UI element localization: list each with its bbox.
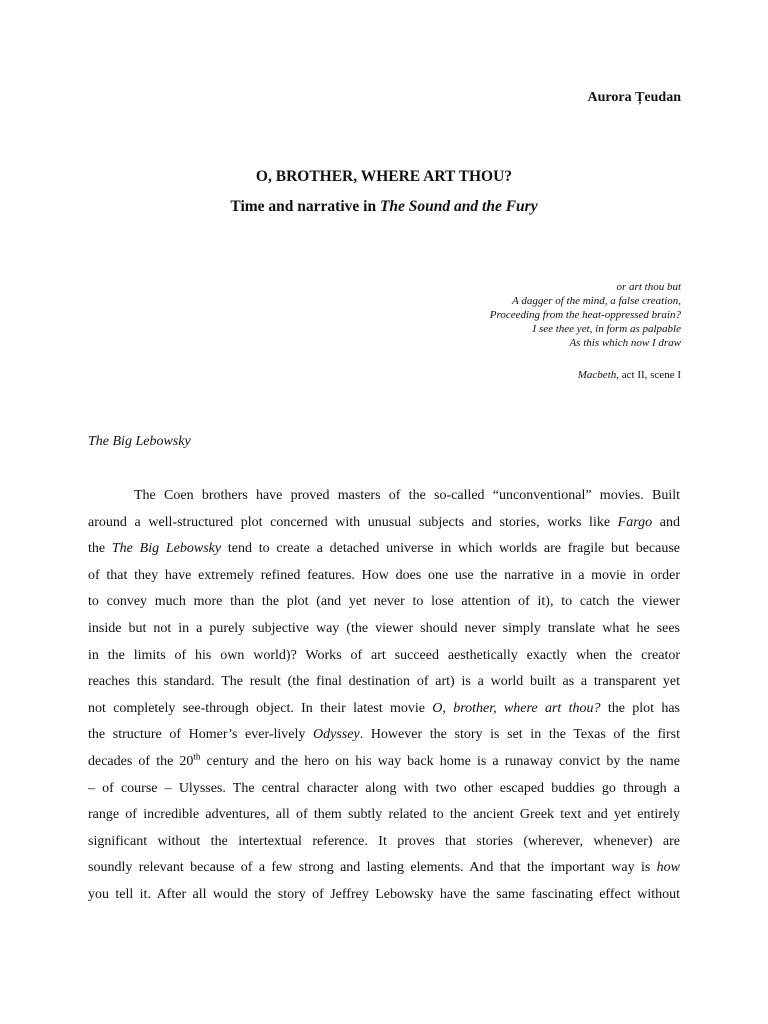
text-run: soundly relevant because of a few strong and lasting elements. And that the important way is: [88, 860, 657, 876]
body-paragraph: [88, 483, 680, 909]
text-run: – of course – Ulysses. The central character along with two other escaped buddies go through a: [88, 780, 680, 796]
text-run: decades of the 20: [88, 753, 194, 769]
paragraph-line-text: [88, 887, 680, 902]
paragraph-line-text: [88, 541, 680, 556]
text-run: . However the story is set in the Texas of the first: [359, 727, 680, 743]
paper-subtitle: [0, 198, 768, 216]
author-name: Aurora Țeudan: [587, 90, 681, 105]
paragraph-line: [88, 696, 680, 723]
paragraph-line: [88, 855, 680, 882]
paragraph-line: [88, 589, 680, 616]
italic-text: O, brother, where art thou?: [432, 700, 601, 716]
epigraph-source-location: , act II, scene I: [616, 369, 681, 381]
epigraph: [490, 280, 681, 350]
text-run: around a well-structured plot concerned with unusual subjects and stories, works like: [88, 514, 618, 530]
epigraph-line: I see thee yet, in form as palpable: [532, 323, 681, 335]
paragraph-line: [88, 643, 680, 670]
text-run: inside but not in a purely subjective way (the viewer should never simply translate what he sees: [88, 620, 680, 636]
italic-text: The Big Lebowsky: [111, 541, 222, 557]
paragraph-line-text: [88, 727, 680, 742]
subtitle-work: The Sound and the Fury: [379, 198, 538, 215]
epigraph-line: or art thou but: [616, 281, 681, 293]
text-run: and: [652, 514, 680, 530]
text-run: in the limits of his own world)? Works of art succeed aesthetically exactly when the creator: [88, 647, 680, 663]
italic-text: Odyssey: [313, 727, 360, 743]
italic-text: Fargo: [617, 514, 653, 530]
paragraph-line-text: [134, 488, 680, 503]
text-run: the plot has: [600, 700, 680, 716]
paragraph-line: [88, 483, 680, 510]
text-run: The Coen brothers have proved masters of the so-called “unconventional” movies. Built: [134, 488, 680, 503]
paragraph-line: [88, 616, 680, 643]
paragraph-line: [88, 510, 680, 537]
paragraph-line-text: [88, 701, 680, 716]
paragraph-line: [88, 563, 680, 590]
paragraph-line: [88, 749, 680, 776]
paragraph-line-text: [88, 648, 680, 663]
text-run: the: [88, 541, 112, 557]
paper-title: O, BROTHER, WHERE ART THOU?: [255, 168, 513, 185]
paragraph-line: [88, 669, 680, 696]
paragraph-line-text: [88, 594, 680, 609]
paragraph-line: [88, 536, 680, 563]
paragraph-line-text: [88, 860, 680, 875]
text-run: of that they have extremely refined features. How does one use the narrative in a movie in order: [88, 567, 680, 583]
paragraph-line-text: [88, 751, 680, 769]
text-run: tend to create a detached universe in which worlds are fragile but because: [221, 541, 680, 557]
paragraph-line: [88, 829, 680, 856]
text-run: reaches this standard. The result (the final destination of art) is a world built as a transparent yet: [88, 674, 680, 690]
section-heading: The Big Lebowsky: [88, 434, 191, 449]
epigraph-line: As this which now I draw: [569, 337, 681, 349]
paragraph-line-text: [88, 621, 680, 636]
paragraph-line-text: [88, 515, 680, 530]
paragraph-line-text: [88, 781, 680, 796]
epigraph-source-work: Macbeth: [577, 369, 617, 381]
paragraph-line: [88, 776, 680, 803]
text-run: range of incredible adventures, all of them subtly related to the ancient Greek text and yet entirely: [88, 807, 680, 823]
text-run: significant without the intertextual reference. It proves that stories (wherever, whenever) are: [88, 833, 680, 849]
text-run: to convey much more than the plot (and yet never to lose attention of it), to catch the viewer: [88, 594, 680, 610]
subtitle-prefix: Time and narrative in: [230, 198, 380, 215]
paragraph-line: [88, 802, 680, 829]
epigraph-line: Proceeding from the heat-oppressed brain?: [489, 309, 681, 321]
paragraph-line-text: [88, 807, 680, 822]
paragraph-line: [88, 722, 680, 749]
text-run: the structure of Homer’s ever-lively: [88, 727, 314, 743]
text-run: century and the hero on his way back home is a runaway convict by the name: [200, 753, 680, 769]
epigraph-source: [578, 369, 681, 381]
text-run: not completely see-through object. In their latest movie: [88, 700, 433, 716]
superscript-text: th: [193, 751, 201, 762]
epigraph-line: A dagger of the mind, a false creation,: [512, 295, 681, 307]
italic-text: how: [656, 860, 680, 876]
paragraph-line-text: [88, 674, 680, 689]
paragraph-line-text: [88, 568, 680, 583]
paragraph-line-text: [88, 834, 680, 849]
paragraph-line: [88, 882, 680, 909]
text-run: you tell it. After all would the story of Jeffrey Lebowsky have the same fascinating effect without: [88, 886, 680, 902]
